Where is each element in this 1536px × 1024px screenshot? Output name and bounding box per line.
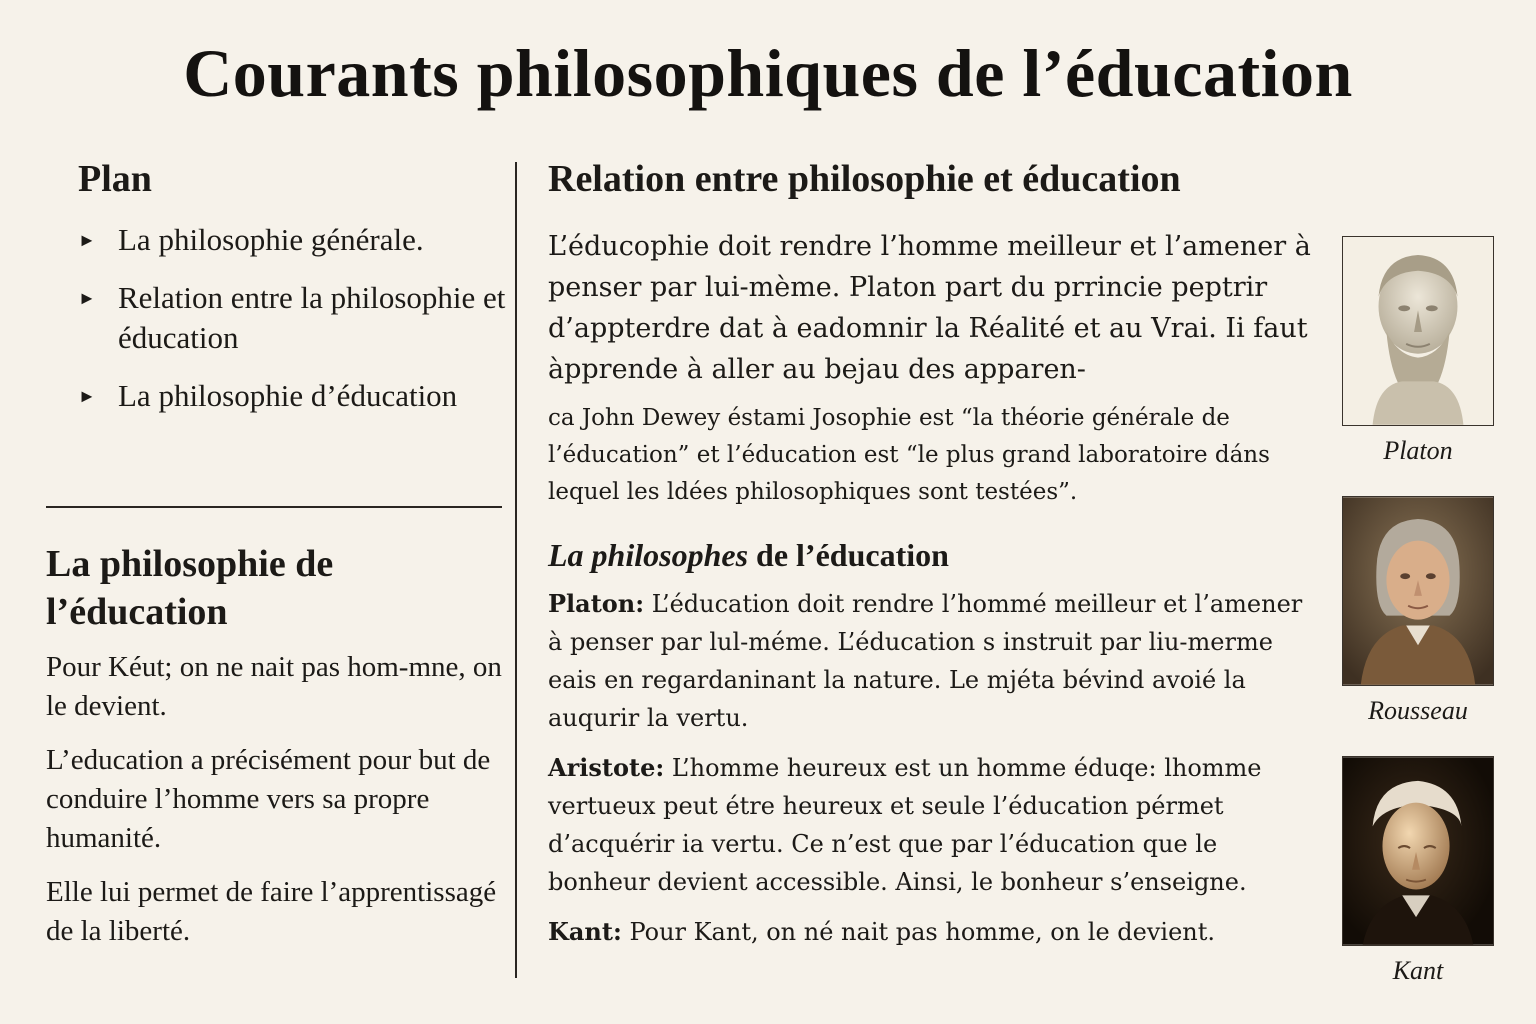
list-item [78, 220, 506, 260]
philosophes-title-italic: La philosophes [548, 537, 749, 573]
portrait-caption: Platon [1383, 436, 1453, 465]
list-item [78, 278, 506, 358]
plan-list [78, 220, 506, 416]
plan-item-label: Relation entre la philosophie et éducation [118, 280, 506, 355]
section-paragraph: L’education a précisément pour but de conduire l’homme vers sa propre humanité. [46, 744, 491, 854]
philosopher-entry-platon [548, 585, 1318, 737]
triangle-bullet-icon: ► [78, 288, 96, 308]
philosopher-entry-aristote [548, 749, 1318, 901]
portrait-caption: Rousseau [1368, 696, 1468, 725]
painted-portrait-icon [1342, 756, 1494, 946]
philosopher-name: Kant: [548, 917, 622, 946]
triangle-bullet-icon: ► [78, 230, 96, 250]
dewey-quote-paragraph: ca John Dewey éstami Josophie est “la théorie générale de l’éducation” et l’éducation est “le plus grand laboratoire dáns lequel les ldées philosophiques sont testées”. [548, 405, 1270, 505]
painted-portrait-icon [1342, 496, 1494, 686]
philosophy-of-education-section [46, 540, 506, 966]
section-paragraph: Pour Kéut; on ne nait pas hom-mne, on le devient. [46, 651, 502, 722]
bust-sculpture-icon [1342, 236, 1494, 426]
page-title: Courants philosophiques de l’éducation [183, 35, 1353, 111]
philosopher-text: L’éducation doit rendre l’hommé meilleur et l’amener à penser par lul-méme. L’éducation s instruit par liu-merme eais en regardaninant la nature. Le mjéta bévind avoié la auqurir la vertu. [548, 590, 1303, 732]
philosopher-entry-kant [548, 913, 1318, 951]
horizontal-divider [46, 506, 502, 508]
list-item [78, 376, 506, 416]
portrait-caption: Kant [1392, 956, 1444, 985]
philosopher-text: L’homme heureux est un homme éduqe: lhomme vertueux peut étre heureux et seule l’éducation pérmet d’acquérir ia vertu. Ce n’est que par l’éducation que le bonheur devient accessible. Ainsi, le bonheur s’enseigne. [548, 754, 1262, 896]
plan-item-label: La philosophie générale. [118, 222, 424, 257]
plan-title: Plan [78, 158, 152, 200]
vertical-divider [515, 162, 517, 978]
philosophes-title-rest: de l’éducation [748, 537, 949, 573]
plan-item-label: La philosophie d’éducation [118, 378, 458, 413]
philosopher-text: Pour Kant, on né nait pas homme, on le devient. [621, 918, 1216, 946]
relation-section [548, 150, 1328, 963]
philosopher-name: Platon: [548, 589, 645, 618]
plan-section [46, 150, 506, 434]
relation-paragraph: L’éducophie doit rendre l’homme meilleur et l’amener à penser par lui-mème. Platon part du prrincie peptrir d’appterdre dat à eadomnir la Réalité et au Vrai. Ii faut àpprende à aller au bejau des apparen- [548, 231, 1311, 385]
section-paragraph: Elle lui permet de faire l’apprentissagé de la liberté. [46, 876, 497, 947]
relation-title: Relation entre philosophie et éducation [548, 158, 1181, 200]
section-title: La philosophie de l’éducation [46, 543, 334, 633]
portrait-column [1342, 236, 1494, 1016]
philosophes-title [548, 533, 1328, 577]
philosopher-name: Aristote: [548, 753, 665, 782]
triangle-bullet-icon: ► [78, 386, 96, 406]
